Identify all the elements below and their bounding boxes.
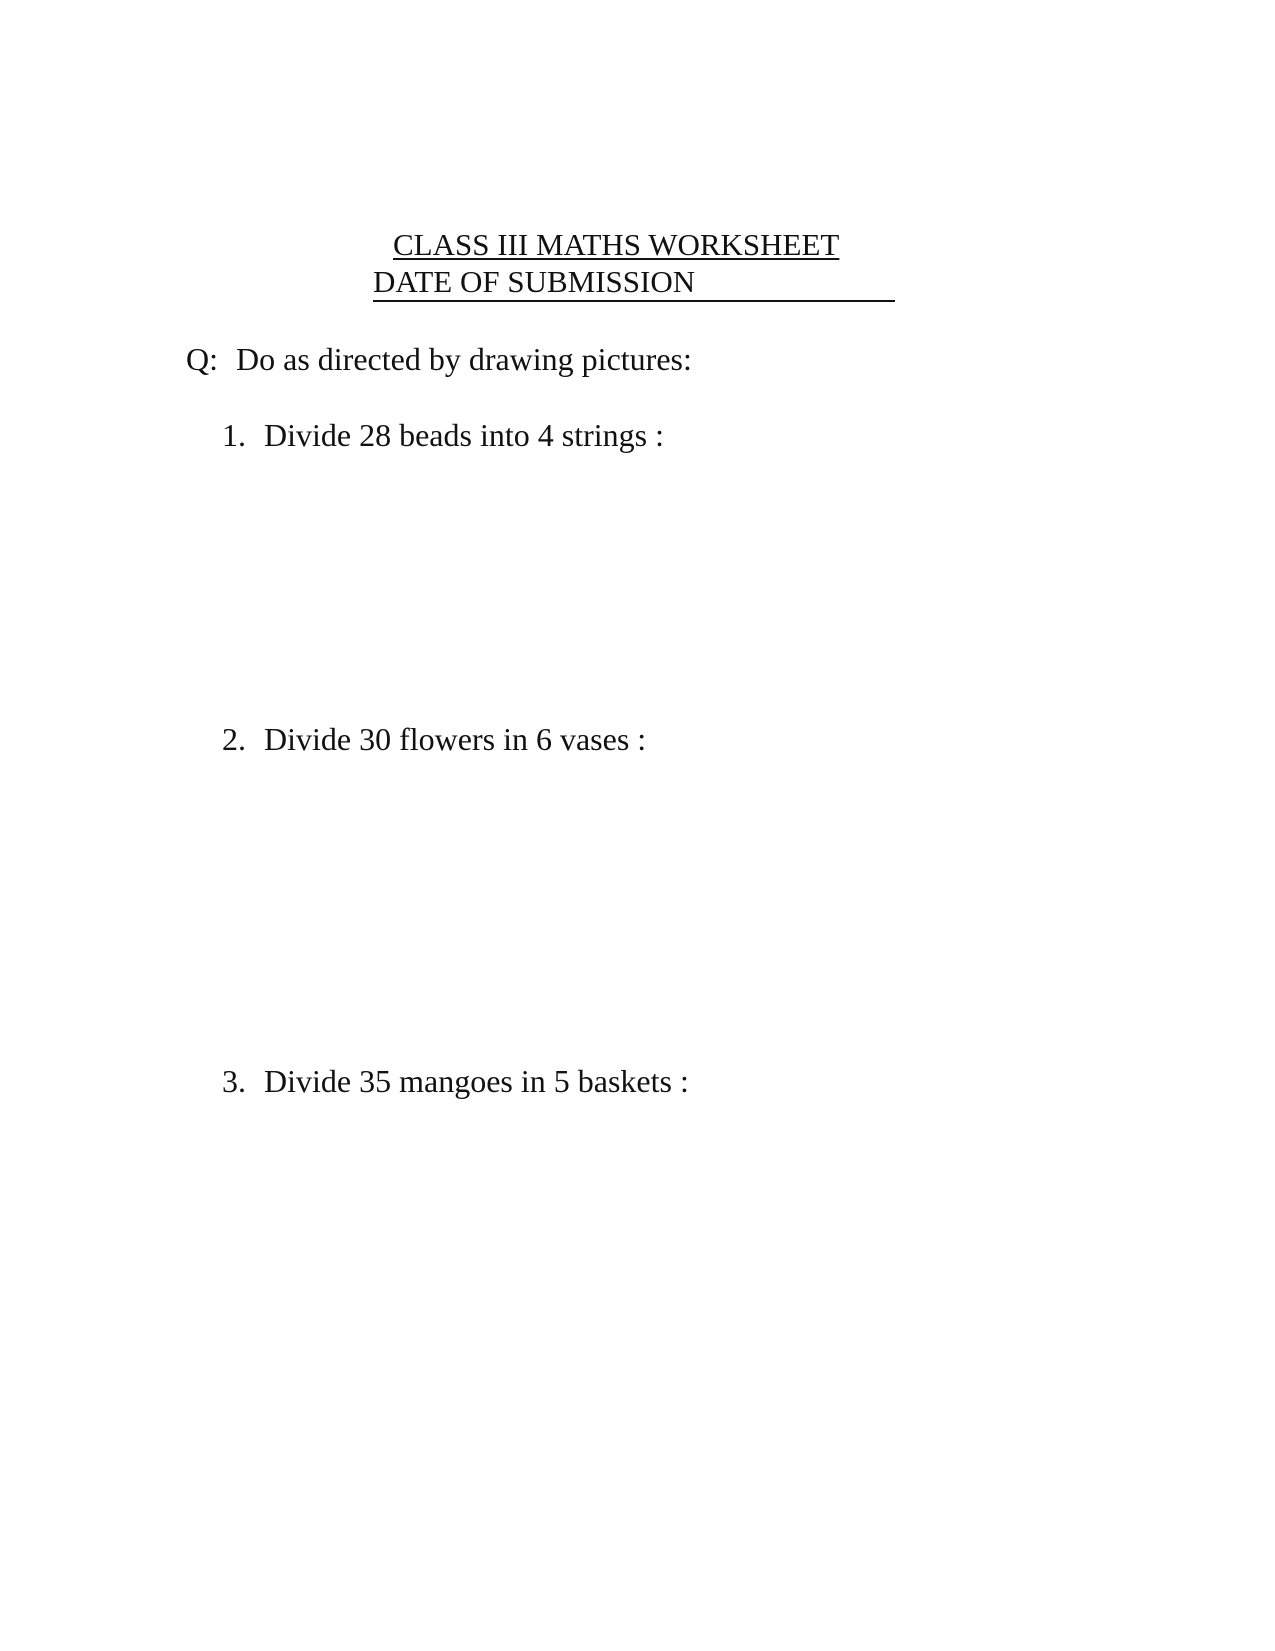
question-item xyxy=(222,416,664,454)
date-of-submission-label: DATE OF SUBMISSION xyxy=(373,264,696,299)
worksheet-title: CLASS III MATHS WORKSHEET xyxy=(393,227,840,262)
item-number: 2. xyxy=(222,721,246,757)
item-text: Divide 30 flowers in 6 vases : xyxy=(264,721,647,757)
item-number: 1. xyxy=(222,417,246,453)
item-number: 3. xyxy=(222,1063,246,1099)
item-text: Divide 35 mangoes in 5 baskets : xyxy=(264,1063,689,1099)
question-item xyxy=(222,720,646,758)
question-instruction xyxy=(186,340,692,378)
date-of-submission-field xyxy=(373,263,895,302)
question-item xyxy=(222,1062,689,1100)
question-label: Q: xyxy=(186,341,218,377)
item-text: Divide 28 beads into 4 strings : xyxy=(264,417,664,453)
question-text: Do as directed by drawing pictures: xyxy=(236,341,692,377)
